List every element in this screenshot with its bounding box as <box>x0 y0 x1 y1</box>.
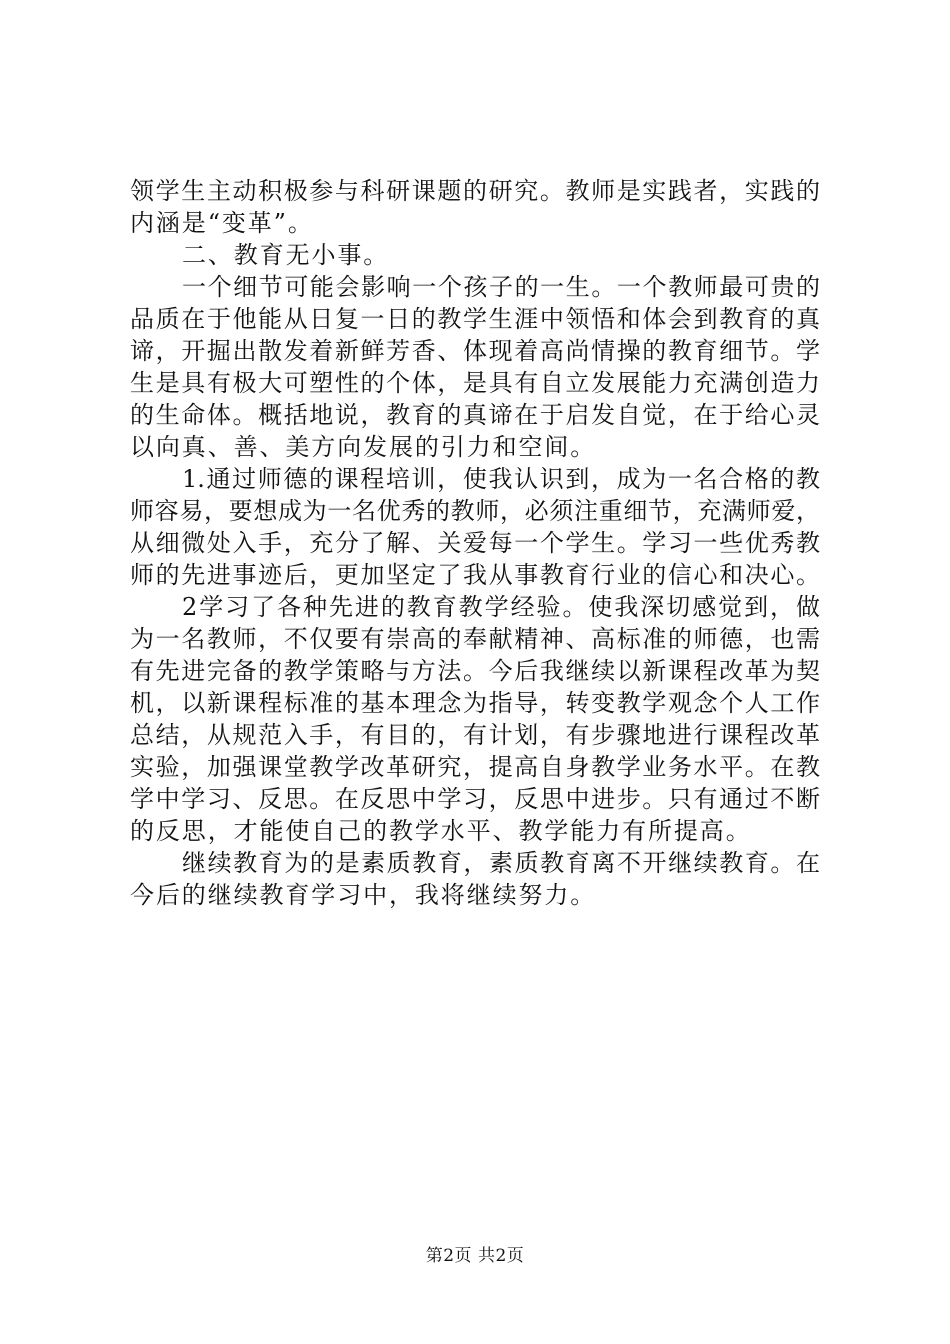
text-line: 的反思，才能使自己的教学水平、教学能力有所提高。 <box>130 817 752 845</box>
text-line: 总结，从规范入手，有目的，有计划，有步骤地进行课程改革 <box>130 721 820 749</box>
text-line: 师的先进事迹后，更加坚定了我从事教育行业的信心和决心。 <box>130 561 820 589</box>
text-line: 以向真、善、美方向发展的引力和空间。 <box>130 433 597 461</box>
text-line: 学中学习、反思。在反思中学习，反思中进步。只有通过不断 <box>130 785 820 813</box>
text-line: 的生命体。概括地说，教育的真谛在于启发自觉，在于给心灵 <box>130 401 820 429</box>
text-line: 内涵是“变革”。 <box>130 209 314 237</box>
body-text <box>130 175 820 911</box>
text-line: 机，以新课程标准的基本理念为指导，转变教学观念个人工作 <box>130 689 820 717</box>
text-line: 2学习了各种先进的教育教学经验。使我深切感觉到，做 <box>182 593 820 621</box>
text-line: 领学生主动积极参与科研课题的研究。教师是实践者，实践的 <box>130 177 820 205</box>
text-line: 为一名教师，不仅要有崇高的奉献精神、高标准的师德，也需 <box>130 625 820 653</box>
text-line: 有先进完备的教学策略与方法。今后我继续以新课程改革为契 <box>130 657 820 685</box>
text-line: 品质在于他能从日复一日的教学生涯中领悟和体会到教育的真 <box>130 305 820 333</box>
page-footer: 第2页 共2页 <box>425 1246 525 1266</box>
text-line: 继续教育为的是素质教育，素质教育离不开继续教育。在 <box>182 849 820 877</box>
text-line: 师容易，要想成为一名优秀的教师，必须注重细节，充满师爱， <box>130 497 820 525</box>
section-heading: 二、教育无小事。 <box>182 241 390 269</box>
text-line: 一个细节可能会影响一个孩子的一生。一个教师最可贵的 <box>182 273 820 301</box>
text-line: 谛，开掘出散发着新鲜芳香、体现着高尚情操的教育细节。学 <box>130 337 820 365</box>
text-line: 生是具有极大可塑性的个体，是具有自立发展能力充满创造力 <box>130 369 820 397</box>
text-line: 从细微处入手，充分了解、关爱每一个学生。学习一些优秀教 <box>130 529 820 557</box>
text-line: 实验，加强课堂教学改革研究，提高自身教学业务水平。在教 <box>130 753 820 781</box>
text-line: 今后的继续教育学习中，我将继续努力。 <box>130 881 597 909</box>
text-line: 1.通过师德的课程培训，使我认识到，成为一名合格的教 <box>182 465 820 493</box>
